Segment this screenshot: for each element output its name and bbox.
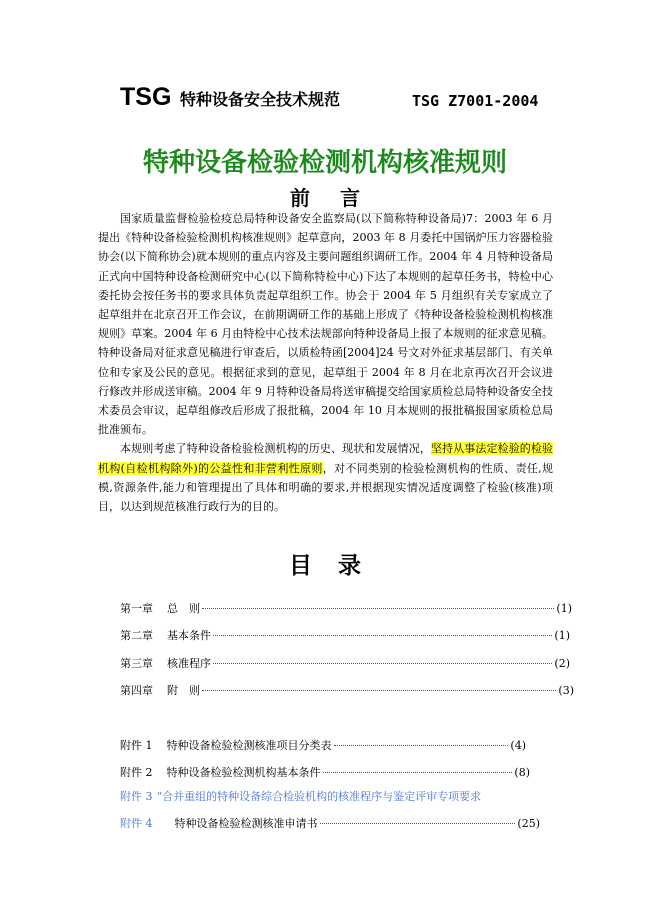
toc-page: (2) (554, 657, 570, 670)
toc-chapter-name: 基本条件 (167, 629, 211, 642)
toc-chapter-number: 第一章 (120, 602, 153, 615)
standard-code: TSG Z7001-2004 (412, 92, 539, 110)
appendix-page: (4) (510, 739, 526, 752)
appendix-name: “合并重组的特种设备综合检验机构的核准程序与鉴定评审专项要求 (156, 790, 482, 803)
toc-entry[interactable] (120, 683, 574, 699)
toc-leader (202, 608, 554, 609)
appendix-number: 附件 4 (120, 817, 153, 830)
document-title: 特种设备检验检测机构核准规则 (142, 148, 507, 178)
preface-paragraph-2 (98, 439, 553, 516)
toc-chapter-name: 附 则 (167, 684, 200, 697)
appendix-number: 附件 1 (120, 739, 153, 752)
toc-entry[interactable] (120, 628, 570, 644)
appendix-name: 特种设备检验检测核准项目分类表 (166, 739, 332, 752)
toc-leader (334, 745, 509, 746)
appendix-number: 附件 2 (120, 766, 153, 779)
toc-chapter-number: 第二章 (120, 629, 153, 642)
toc-entry[interactable] (120, 601, 572, 617)
toc-page: (1) (556, 602, 572, 615)
toc-chapter-number: 第四章 (120, 684, 153, 697)
appendix-entry[interactable] (120, 738, 526, 754)
toc-leader (213, 635, 552, 636)
appendix-entry[interactable] (120, 816, 540, 832)
toc-leader (323, 772, 513, 773)
toc-leader (202, 690, 556, 691)
appendix-page: (8) (514, 766, 530, 779)
document-header (120, 82, 540, 116)
preface-body (98, 209, 553, 516)
appendix-number: 附件 3 (120, 790, 153, 803)
toc-entry[interactable] (120, 656, 570, 672)
appendix-name: 特种设备检验检测机构基本条件 (166, 766, 321, 779)
paragraph-2-text: 本规则考虑了特种设备检验检测机构的历史、现状和发展情况， (120, 442, 431, 456)
toc-leader (320, 823, 516, 824)
tsg-logo: TSG (120, 83, 172, 111)
appendix-entry[interactable] (120, 765, 530, 781)
toc-heading: 目录 (289, 553, 387, 579)
appendix-name: 特种设备检验检测核准申请书 (174, 817, 318, 830)
appendix-page: (25) (517, 817, 540, 830)
toc-chapter-number: 第三章 (120, 657, 153, 670)
paragraph-2-text-end: ，对不同类别的检验检测机构的性质、责任,规模,资源条件,能力和管理提出了具体和明确的要求,并根据现实情况适度调整了检验(核准)项目，以达到规范核准行政行为的目的。 (98, 461, 553, 514)
toc-page: (1) (554, 629, 570, 642)
header-subtitle: 特种设备安全技术规范 (180, 90, 341, 109)
preface-heading: 前言 (290, 186, 390, 210)
toc-chapter-name: 核准程序 (167, 657, 211, 670)
toc-leader (213, 663, 552, 664)
toc-page: (3) (558, 684, 574, 697)
appendix-link[interactable] (120, 789, 481, 805)
toc-chapter-name: 总 则 (167, 602, 200, 615)
highlighted-text: 坚持从事法定检验的检验机构(自检机构除外)的公益性和非营利性原则 (98, 442, 554, 475)
preface-paragraph-1: 国家质量监督检验检疫总局特种设备安全监察局(以下简称特种设备局)7：2003 年 6 月提出《特种设备检验检测机构核准规则》起草意向，2003 年 8 月委托中国锅炉压力容器检验协会(以下简称协会)就本规则的重点内容及主要问题组织调研工作。2004 年 4 月特种设备局正式向中国特种设备检测研究中心(以下简称特检中心)下达了本规则的起草任务书，特检中心委托协会按任务书的要求具体负责起草组织工作。协会于 2004 年 5 月组织有关专家成立了起草组并在北京召开工作会议，在前期调研工作的基础上形成了《特种设备检验检测机构核准规则》草案。2004 年 6 月由特检中心技术法规部向特种设备局上报了本规则的征求意见稿。特种设备局对征求意见稿进行审查后，以质检特函[2004]24 号文对外征求基层部门、有关单位和专家及公民的意见。根据征求到的意见，起草组于 2004 年 8 月在北京再次召开会议进行修改并形成送审稿。2004 年 9 月特种设备局将送审稿提交给国家质检总局特种设备安全技术委员会审议，起草组修改后形成了报批稿，2004 年 10 月本规则的报批稿报国家质检总局批准颁布。 (98, 212, 553, 437)
